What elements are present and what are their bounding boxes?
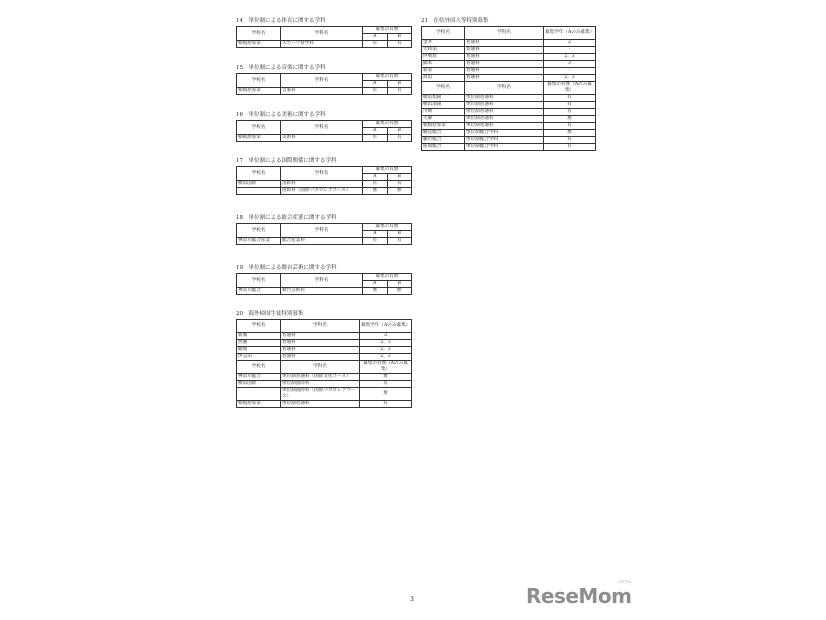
table-cell: 単位制総合学科 <box>465 144 544 151</box>
table-cell: 単位制国際科 <box>281 381 360 388</box>
table-cell: 鶴見総合 <box>422 130 465 137</box>
table-row <box>422 75 596 82</box>
table-cell: 普通科 <box>465 54 544 61</box>
table-row <box>237 181 412 188</box>
table-row <box>422 123 596 130</box>
table-cell: 学校名 <box>237 74 281 88</box>
table-cell: 学校名 <box>237 361 281 374</box>
table-row <box>237 288 412 295</box>
table-cell: 有 <box>544 144 596 151</box>
table-cell: 学校名 <box>237 167 281 181</box>
table-cell: 座間総合 <box>422 144 465 151</box>
table-row <box>422 130 596 137</box>
table-cell: 学校名 <box>237 27 281 41</box>
table-row <box>237 135 412 142</box>
table-cell: A <box>363 81 388 88</box>
table-cell: 単位制普通科 <box>281 401 360 408</box>
section-18 <box>236 214 412 245</box>
table-row <box>237 88 412 95</box>
header-row <box>422 82 596 95</box>
table-cell: 大師 <box>422 116 465 123</box>
table-cell: 学校名 <box>237 224 281 238</box>
header-row <box>237 121 412 128</box>
table-cell: 普通科 <box>281 340 360 347</box>
section-21 <box>421 17 596 151</box>
table-cell: 有 <box>363 135 388 142</box>
table-cell: 普通科 <box>465 68 544 75</box>
table-cell: 有 <box>544 102 596 109</box>
table-cell: 橋本 <box>422 61 465 68</box>
table-cell: 神奈川総合産業 <box>237 238 281 245</box>
section-17 <box>236 157 412 195</box>
section-title: 21 在県外国人等特別募集 <box>421 18 489 24</box>
table-cell: 有 <box>544 95 596 102</box>
table-cell: 募集学年（Aのみ募集） <box>360 320 412 333</box>
table-cell: 募集の有無（Aのみ募集） <box>360 361 412 374</box>
section-title: 18 単位制による総合産業に関する学科 <box>236 215 337 221</box>
table-cell: 新城 <box>237 333 281 340</box>
header-row <box>237 167 412 174</box>
table-cell: 無 <box>360 388 412 401</box>
logo-furigana: リセマム <box>617 579 632 584</box>
table-cell: 無 <box>387 288 412 295</box>
table-cell: 2，3 <box>544 54 596 61</box>
school-table <box>236 26 412 48</box>
table-cell: 学科名 <box>281 320 360 333</box>
table-cell: 有 <box>387 238 412 245</box>
table-cell: 普通科 <box>465 40 544 47</box>
table-cell: 2，3 <box>544 75 596 82</box>
table-cell: 普通科 <box>465 61 544 68</box>
table-cell: 普通科 <box>281 347 360 354</box>
table-cell: 有 <box>363 238 388 245</box>
table-cell: 単位制総合学科 <box>465 137 544 144</box>
table-cell: 神奈川総合 <box>237 374 281 381</box>
header-row <box>422 27 596 40</box>
table-row <box>237 374 412 381</box>
table-cell: A <box>363 34 388 41</box>
table-cell <box>237 188 281 195</box>
table-cell: 有 <box>544 137 596 144</box>
section-title: 17 単位制による国際関係に関する学科 <box>236 158 337 164</box>
table-row <box>422 137 596 144</box>
table-cell: 大和南 <box>422 47 465 54</box>
table-cell: 有 <box>360 401 412 408</box>
section-14 <box>236 17 412 48</box>
table-cell: 無 <box>363 288 388 295</box>
table-cell: 学科名 <box>281 74 363 88</box>
table-cell: 学科名 <box>281 27 363 41</box>
table-cell: 音楽科 <box>281 88 363 95</box>
table-row <box>237 347 412 354</box>
table-cell: A <box>363 281 388 288</box>
table-cell: 横浜旭陵 <box>422 95 465 102</box>
table-cell: 有 <box>387 88 412 95</box>
section-title: 20 海外帰国生徒特別募集 <box>236 311 304 317</box>
table-cell: 2，3 <box>360 354 412 361</box>
table-cell: 普通科 <box>465 75 544 82</box>
table-cell: 単位制総合学科 <box>465 130 544 137</box>
table-row <box>422 47 596 54</box>
table-cell: 単位制普通科 <box>465 95 544 102</box>
table-cell: B <box>387 34 412 41</box>
table-cell: 有 <box>387 181 412 188</box>
table-cell: 西湘 <box>237 340 281 347</box>
table-row <box>422 61 596 68</box>
table-cell: 募集の有無 <box>363 74 412 81</box>
table-row <box>422 40 596 47</box>
table-cell: 舞台芸術科 <box>281 288 363 295</box>
table-cell: 募集の有無 <box>363 274 412 281</box>
table-cell: 有 <box>363 41 388 48</box>
table-cell: B <box>387 81 412 88</box>
table-row <box>237 388 412 401</box>
table-cell: 無 <box>363 188 388 195</box>
table-row <box>237 340 412 347</box>
section-16 <box>236 111 412 142</box>
table-cell: 美術科 <box>281 135 363 142</box>
table-cell: 国際科 <box>281 181 363 188</box>
table-cell: 有 <box>363 181 388 188</box>
table-cell: 無 <box>360 374 412 381</box>
table-cell: 相模原弥栄 <box>237 135 281 142</box>
table-cell: - <box>544 47 596 54</box>
table-row <box>237 381 412 388</box>
table-cell: 有 <box>360 381 412 388</box>
table-cell: 2，3 <box>360 340 412 347</box>
table-cell: 普通科 <box>281 333 360 340</box>
table-cell: 金井 <box>422 40 465 47</box>
table-cell: 学校名 <box>237 274 281 288</box>
header-row <box>237 27 412 34</box>
table-row <box>237 188 412 195</box>
table-row <box>237 238 412 245</box>
table-cell: 募集の有無（Aのみ募集） <box>544 82 596 95</box>
table-cell: B <box>387 281 412 288</box>
table-cell: 高浜 <box>422 75 465 82</box>
page-number: 3 <box>410 596 414 603</box>
table-cell: 学科名 <box>465 27 544 40</box>
resemom-logo <box>526 579 632 608</box>
table-cell: 横浜国際 <box>237 181 281 188</box>
table-cell: 有 <box>544 123 596 130</box>
table-cell: B <box>387 231 412 238</box>
table-row <box>237 41 412 48</box>
table-cell: 募集の有無 <box>363 27 412 34</box>
table-cell: 普通科 <box>465 47 544 54</box>
table-cell: 無 <box>387 188 412 195</box>
table-cell: 学校名 <box>422 27 465 40</box>
table-cell: 3 <box>360 333 412 340</box>
section-20 <box>236 310 412 408</box>
table-cell: 新栄 <box>422 68 465 75</box>
table-cell: 募集の有無 <box>363 121 412 128</box>
header-row <box>237 361 412 374</box>
table-row <box>422 144 596 151</box>
table-cell: 学校名 <box>237 121 281 135</box>
table-cell: 伊志田 <box>237 354 281 361</box>
table-cell: 相模原弥栄 <box>237 41 281 48</box>
table-cell: 相模原弥栄 <box>422 123 465 130</box>
table-cell: 学科名 <box>465 82 544 95</box>
table-row <box>422 95 596 102</box>
header-row <box>237 224 412 231</box>
logo-text: ReseMom <box>526 584 632 608</box>
table-cell: 単位制普通科 <box>465 116 544 123</box>
table-row <box>422 54 596 61</box>
table-cell: 学科名 <box>281 361 360 374</box>
table-cell: 横浜清陵 <box>422 102 465 109</box>
table-cell: 学科名 <box>281 167 363 181</box>
table-cell: 単位制普通科（国際文化コース） <box>281 374 360 381</box>
table-cell: 募集の有無 <box>363 167 412 174</box>
table-cell: 川崎 <box>422 109 465 116</box>
table-cell: 学科名 <box>281 274 363 288</box>
section-title: 15 単位制による音楽に関する学科 <box>236 65 326 71</box>
table-cell: A <box>363 128 388 135</box>
school-table <box>236 73 412 95</box>
table-row <box>237 333 412 340</box>
section-title: 14 単位制による体育に関する学科 <box>236 18 326 24</box>
table-cell <box>237 388 281 401</box>
table-cell: 相模原弥栄 <box>237 401 281 408</box>
table-cell: 伊勢原 <box>422 54 465 61</box>
section-title: 19 単位制による舞台芸術に関する学科 <box>236 265 337 271</box>
table-cell: 2，3 <box>360 347 412 354</box>
school-table <box>236 319 412 408</box>
school-table <box>421 26 596 151</box>
table-cell: 学科名 <box>281 224 363 238</box>
table-cell: 有 <box>544 109 596 116</box>
table-cell: 学校名 <box>237 320 281 333</box>
table-cell: 有 <box>387 41 412 48</box>
table-cell: 総合産業科 <box>281 238 363 245</box>
table-cell: 横浜国際 <box>237 381 281 388</box>
table-row <box>422 102 596 109</box>
table-row <box>422 116 596 123</box>
table-row <box>237 354 412 361</box>
header-row <box>237 274 412 281</box>
school-table <box>236 166 412 195</box>
header-row <box>237 320 412 333</box>
table-cell: 有 <box>363 88 388 95</box>
table-cell: 学校名 <box>422 82 465 95</box>
table-cell: 神奈川総合 <box>237 288 281 295</box>
table-cell: A <box>363 174 388 181</box>
table-cell: 藤沢総合 <box>422 137 465 144</box>
table-cell: 無 <box>544 130 596 137</box>
header-row <box>237 74 412 81</box>
table-row <box>422 109 596 116</box>
table-cell: A <box>363 231 388 238</box>
table-cell: 募集の有無 <box>363 224 412 231</box>
school-table <box>236 120 412 142</box>
table-cell: 学科名 <box>281 121 363 135</box>
table-cell: 単位制普通科 <box>465 102 544 109</box>
table-cell: B <box>387 128 412 135</box>
table-cell: 国際科（国際バカロレアコース） <box>281 188 363 195</box>
table-cell: B <box>387 174 412 181</box>
table-row <box>237 401 412 408</box>
table-cell: 募集学年（Aのみ募集） <box>544 27 596 40</box>
section-19 <box>236 264 412 295</box>
school-table <box>236 223 412 245</box>
table-cell: 有 <box>387 135 412 142</box>
table-cell: 単位制国際科（国際バカロレアコース） <box>281 388 360 401</box>
table-cell: - <box>544 68 596 75</box>
table-cell: 単位制普通科 <box>465 109 544 116</box>
table-cell: 相模原弥栄 <box>237 88 281 95</box>
table-cell: 鶴嶺 <box>237 347 281 354</box>
section-title: 16 単位制による美術に関する学科 <box>236 112 326 118</box>
section-15 <box>236 64 412 95</box>
table-row <box>422 68 596 75</box>
table-cell: 無 <box>544 116 596 123</box>
table-cell: 普通科 <box>281 354 360 361</box>
table-cell: 3 <box>544 61 596 68</box>
table-cell: 2 <box>544 40 596 47</box>
table-cell: 単位制普通科 <box>465 123 544 130</box>
school-table <box>236 273 412 295</box>
table-cell: スポーツ科学科 <box>281 41 363 48</box>
